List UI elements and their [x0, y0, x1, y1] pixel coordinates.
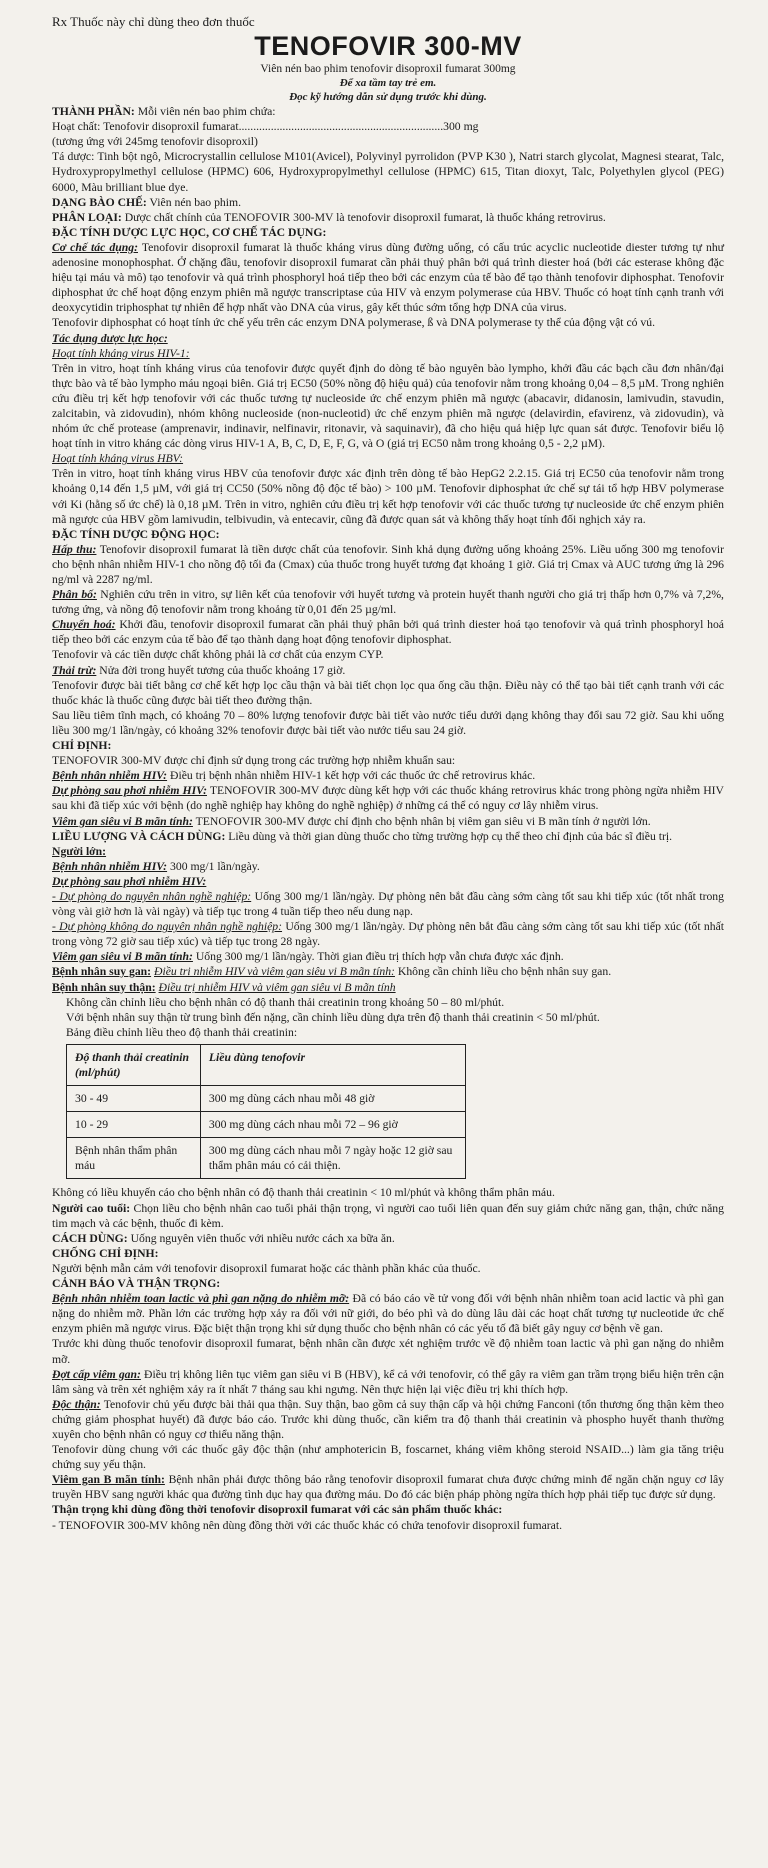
dose-after-table: Không có liều khuyến cáo cho bệnh nhân có độ thanh thải creatinin < 10 ml/phút và không thẩm phân máu. [52, 1186, 555, 1200]
warning-hbv-label: Viêm gan B mãn tính: [52, 1473, 165, 1487]
metabolism-text-2: Tenofovir và các tiền dược chất không phải là cơ chất của enzym CYP. [52, 648, 384, 662]
dose-elderly-label: Người cao tuổi: [52, 1201, 131, 1215]
metabolism-text: Khởi đầu, tenofovir disoproxil fumarat cần phải thuỷ phân bởi quá trình diester hoá tạo tenofovir và quá trình phosphoryl hoá tiếp theo bởi các enzym của tế bào để tạo thành dạng hoạt động tenofovir diphosphat. [52, 618, 724, 647]
warning-lactic-text: Đã có báo cáo về tử vong đối với bệnh nhân nhiễm toan acid lactic và phì gan nặng do nhiễm mỡ. Phần lớn các trường hợp xảy ra đối với nữ giới, do béo phì và do dùng lâu dài các hoạt chất tương tự nucleotide ức chế enzym phiên mã ngược virus. Đặc biệt thận trọng khi sử dụng thuốc cho bệnh nhân có các yếu tố đã biết gây nguy cơ bệnh về gan. [52, 1292, 724, 1336]
effect-label: Tác dụng dược lực học: [52, 331, 168, 345]
table-header-cell: Độ thanh thải creatinin (ml/phút) [67, 1044, 201, 1085]
composition-intro: Mỗi viên nén bao phim chứa: [137, 105, 276, 119]
active-amount: 300 mg [443, 120, 479, 134]
dosage-form-heading: DẠNG BÀO CHẾ: [52, 195, 147, 209]
contraindications-heading: CHỐNG CHỈ ĐỊNH: [52, 1246, 159, 1260]
dosage-heading: LIỀU LƯỢNG VÀ CÁCH DÙNG: [52, 829, 226, 843]
classification-heading: PHÂN LOẠI: [52, 210, 122, 224]
dose-hepatic [52, 964, 724, 979]
warning-renal-text: Tenofovir chủ yếu được bài thải qua thận. Suy thận, bao gồm cả suy thận cấp và hội chứng Fanconi (tổn thương ống thận kèm theo chứng giảm phosphat huyết) đã được báo cáo. Trước khi dùng thuốc, cần kiểm tra độ thanh thải creatinin và phospho huyết thanh thường xuyên cho bệnh nhân có nguy cơ thiểu năng thận. [52, 1397, 724, 1441]
distribution-paragraph [52, 587, 724, 617]
dosage-intro: Liều dùng và thời gian dùng thuốc cho từng trường hợp cụ thể theo chỉ định của bác sĩ điều trị. [228, 829, 673, 843]
indication-hiv-text: Điều trị bệnh nhân nhiễm HIV-1 kết hợp với các thuốc ức chế retrovirus khác. [170, 769, 536, 783]
absorption-paragraph [52, 542, 724, 587]
active-ingredient [52, 119, 724, 134]
elimination-text-3: Sau liều tiêm tĩnh mạch, có khoảng 70 – 80% lượng tenofovir được bài tiết vào nước tiểu dưới dạng không thay đổi sau 72 giờ. Sau khi uống liều 300 mg/1 lần/ngày, có khoảng 32% tenofovir được bài tiết vào nước tiểu sau 24 giờ. [52, 708, 724, 737]
warning-lactic-text-2: Trước khi dùng thuốc tenofovir disoproxil fumarat, bệnh nhân cần được xét nghiệm trước về độ nhiễm toan lactic và phì gan nặng do nhiễm mỡ. [52, 1337, 724, 1366]
dose-renal-note: Điều trị nhiễm HIV và viêm gan siêu vi B mãn tính [158, 980, 396, 994]
dose-elderly-text: Chọn liều cho bệnh nhân cao tuổi phải thận trọng, vì người cao tuổi liên quan đến suy giảm chức năng gan, thận, chức năng tim mạch và các bệnh, thuốc đi kèm. [52, 1201, 724, 1230]
renal-dose-table [66, 1044, 466, 1180]
dose-nonoccupational-label: - Dự phòng không do nguyên nhân nghề nghiệp: [52, 920, 283, 934]
table-cell: 300 mg dùng cách nhau mỗi 7 ngày hoặc 12 giờ sau thẩm phân máu có cải thiện. [200, 1138, 465, 1179]
warning-lactic-label: Bệnh nhân nhiễm toan lactic và phì gan nặng do nhiễm mỡ: [52, 1292, 350, 1306]
distribution-text: Nghiên cứu trên in vitro, sự liên kết của tenofovir với huyết tương và protein huyết thanh người cho giá trị thấp hơn 0,7% và 7,2%, tương ứng, và nồng độ tenofovir nằm trong khoảng từ 0,01 đến 25 µg/ml. [52, 588, 724, 617]
table-row [67, 1138, 466, 1179]
composition-heading: THÀNH PHẦN: [52, 105, 135, 119]
dose-hiv [52, 859, 724, 874]
dose-hbv [52, 949, 724, 964]
dose-renal-text-1: Không cần chỉnh liều cho bệnh nhân có độ thanh thải creatinin trong khoảng 50 – 80 ml/phút. [66, 995, 505, 1009]
warning-combo-heading: Thận trọng khi dùng đồng thời tenofovir disoproxil fumarat với các sản phẩm thuốc khác: [52, 1503, 503, 1517]
dosage-form-text: Viên nén bao phim. [149, 195, 242, 209]
mechanism-label: Cơ chế tác dụng: [52, 240, 138, 254]
active-equivalent: (tương ứng với 245mg tenofovir disoproxil) [52, 135, 258, 149]
absorption-text: Tenofovir disoproxil fumarat là tiền dược chất của tenofovir. Sinh khả dụng đường uống khoảng 25%. Liều uống 300 mg tenofovir cho bệnh nhân nhiễm HIV-1 cho nồng độ tối đa (Cmax) của thuốc trong huyết tương đạt khoảng 1 giờ. Giá trị Cmax và AUC tương ứng là 296 ng/ml và 2287 ng/ml. [52, 542, 724, 586]
mechanism-text-2: Tenofovir diphosphat có hoạt tính ức chế yếu trên các enzym DNA polymerase, ß và DNA polymerase ty thể của động vật có vú. [52, 316, 656, 330]
indication-hbv [52, 814, 724, 829]
table-cell: 30 - 49 [67, 1086, 201, 1112]
hiv-activity-label: Hoạt tính kháng virus HIV-1: [52, 346, 190, 360]
dose-renal [52, 980, 724, 995]
dose-hepatic-note: Điều trị nhiễm HIV và viêm gan siêu vi B mãn tính: [154, 965, 395, 979]
warning-renal-text-2: Tenofovir dùng chung với các thuốc gây độc thận (như amphotericin B, foscarnet, kháng viêm không steroid NSAID...) làm gia tăng triệu chứng suy yếu thận. [52, 1443, 724, 1472]
warnings-heading: CẢNH BÁO VÀ THẬN TRỌNG: [52, 1277, 221, 1291]
hbv-activity-text: Trên in vitro, hoạt tính kháng virus HBV của tenofovir được xác định trên dòng tế bào HepG2 2.2.15. Giá trị EC50 của tenofovir nằm trong khoảng 0,14 đến 1,5 µM, với giá trị CC50 (50% nồng độ độc tế bào) > 100 µM. Tenofovir diphosphat ức chế sự tái tổ hợp HBV polymerase với Ki (hằng số ức chế) là 0,18 µM. Trên in vitro, nghiên cứu điều trị kết hợp tenofovir với các thuốc tương tự nucleoside ức chế enzym phiên mã ngược của HBV gồm lamivudin, telbivudin, và entecavir, cũng đã được quan sát và không thấy hoạt tính đối nghịch xảy ra. [52, 467, 724, 526]
dose-hbv-label: Viêm gan siêu vi B mãn tính: [52, 950, 193, 964]
dose-hiv-text: 300 mg/1 lần/ngày. [170, 859, 260, 873]
dose-table-caption: Bảng điều chỉnh liều theo độ thanh thải creatinin: [66, 1025, 298, 1039]
dosage-form [52, 195, 724, 210]
administration [52, 1231, 724, 1246]
dose-nonoccupational [52, 919, 724, 949]
read-instructions-warning: Đọc kỹ hướng dẫn sử dụng trước khi dùng. [289, 91, 487, 104]
indications-heading: CHỈ ĐỊNH: [52, 739, 112, 753]
table-cell: 300 mg dùng cách nhau mỗi 48 giờ [200, 1086, 465, 1112]
administration-text: Uống nguyên viên thuốc với nhiều nước cách xa bữa ăn. [130, 1231, 395, 1245]
dose-renal-label: Bệnh nhân suy thận: [52, 980, 156, 994]
elimination-paragraph [52, 663, 724, 678]
elimination-label: Thải trừ: [52, 663, 97, 677]
administration-heading: CÁCH DÙNG: [52, 1231, 128, 1245]
metabolism-paragraph [52, 617, 724, 647]
distribution-label: Phân bố: [52, 588, 97, 602]
prescription-note: Rx Thuốc này chỉ dùng theo đơn thuốc [52, 14, 255, 29]
metabolism-label: Chuyển hoá: [52, 618, 116, 632]
dose-hepatic-text: Không cần chỉnh liều cho bệnh nhân suy gan. [397, 965, 612, 979]
table-header-row [67, 1044, 466, 1085]
table-header-cell: Liều dùng tenofovir [200, 1044, 465, 1085]
dose-hbv-text: Uống 300 mg/1 lần/ngày. Thời gian điều trị thích hợp vẫn chưa được xác định. [195, 950, 564, 964]
mechanism-paragraph [52, 240, 724, 315]
table-row [67, 1086, 466, 1112]
excipients: Tá dược: Tinh bột ngô, Microcrystallin cellulose M101(Avicel), Polyvinyl pyrrolidon (PVP K30 ), Natri starch glycolat, Magnesi stearat, Talc, Hydroxypropylmethyl cellulose (HPMC) 606, Hydroxypropylmethyl cellulose (HPMC) 615, Titan dioxyt, Talc, Polyethylen glycol (PEG) 6000, Màu brilliant blue dye. [52, 150, 724, 194]
absorption-label: Hấp thu: [52, 542, 97, 556]
table-cell: 10 - 29 [67, 1112, 201, 1138]
active-dots: ...................................................................... [238, 120, 444, 134]
product-subtitle: Viên nén bao phim tenofovir disoproxil fumarat 300mg [260, 63, 516, 76]
indication-hiv [52, 768, 724, 783]
classification [52, 210, 724, 225]
warning-hbv-text: Bệnh nhân phải được thông báo rằng tenofovir disoproxil fumarat chưa được chứng minh để ngăn chặn nguy cơ lây truyền HBV sang người khác qua đường tình dục hay qua đường máu. Do đó các biện pháp phòng ngừa thích hợp phải tiếp tục được sử dụng. [52, 1473, 724, 1502]
indication-pep [52, 783, 724, 813]
hiv-activity-text: Trên in vitro, hoạt tính kháng virus của tenofovir được quyết định do dòng tế bào nguyên bào lympho, khởi đầu các bạch cầu đơn nhân/đại thực bào và tế bào lympho máu ngoại biên. Giá trị EC50 (50% nồng độ hiệu quả) của tenofovir nằm trong khoảng 0,04 – 8,5 µM. Trong nghiên cứu điều trị kết hợp tenofovir với các thuốc tương tự nucleoside ức chế enzym phiên mã ngược (abacavir, didanosin, lamivudin, stavudin, zalcitabin, và zidovudin), nhóm không nucleoside (non-nucleotid) ức chế enzym phiên mã ngược (delavirdin, efavirenz, và zidovudin), và nhóm ức chế protease (amprenavir, indinavir, nelfinavir, ritonavir, và saquinavir), đã cho hiệu quả hiệp lực quan sát được. Tenofovir biểu lộ hoạt tính in vitro kháng các dòng virus HIV-1 A, B, C, D, E, F, G, và O (giá trị EC50 nằm trong khoảng 0,5 - 2,2 µM). [52, 361, 724, 451]
table-cell: Bệnh nhân thẩm phân máu [67, 1138, 201, 1179]
mechanism-text: Tenofovir disoproxil fumarat là thuốc kháng virus dùng đường uống, có cấu trúc acyclic nucleotide diester tương tự như adenosine monophosphat. Ở chặng đầu, tenofovir disoproxil fumarat cần phải thuỷ phân bởi quá trình diester hoá (bởi các esterase không đặc hiệu tại máu và mô) tạo tenofovir và quá trình phosphoryl hoá tiếp theo bởi các enzym của tế bào để tạo thành tenofovir diphosphat. Tenofovir diphosphat ức chế hoạt động enzym phiên mã ngược transcriptase của HIV và enzym polymerase của HBV. Thuốc có hoạt tính cạnh tranh với deoxycytidin triphosphat tự nhiên để hợp nhất vào DNA của virus, gây kết thúc sớm tổng hợp DNA của virus. [52, 240, 724, 315]
pharmacodynamics-heading: ĐẶC TÍNH DƯỢC LỰC HỌC, CƠ CHẾ TÁC DỤNG: [52, 225, 327, 239]
indication-hbv-text: TENOFOVIR 300-MV được chỉ định cho bệnh nhân bị viêm gan siêu vi B mãn tính ở người lớn. [195, 814, 651, 828]
warning-combo-text: - TENOFOVIR 300-MV không nên dùng đồng thời với các thuốc khác có chứa tenofovir disoproxil fumarat. [52, 1518, 563, 1532]
indication-hbv-label: Viêm gan siêu vi B mãn tính: [52, 814, 193, 828]
classification-text: Dược chất chính của TENOFOVIR 300-MV là tenofovir disoproxil fumarat, là thuốc kháng retrovirus. [124, 210, 606, 224]
indications-intro: TENOFOVIR 300-MV được chỉ định sử dụng trong các trường hợp nhiễm khuẩn sau: [52, 754, 456, 768]
adults-label: Người lớn: [52, 844, 107, 858]
contraindications-text: Người bệnh mẫn cảm với tenofovir disoproxil fumarat hoặc các thành phần khác của thuốc. [52, 1261, 481, 1275]
indication-pep-text: TENOFOVIR 300-MV được dùng kết hợp với các thuốc kháng retrovirus khác trong phòng ngừa nhiễm HIV sau khi đã tiếp xúc với bệnh (do nghề nghiệp hay không do nghề nghiệp) ở những cá thể có nguy cơ lây nhiễm virus. [52, 784, 724, 813]
composition-section [52, 104, 724, 119]
dosage-section [52, 829, 724, 844]
dose-elderly [52, 1201, 724, 1231]
warning-flare-text: Điều trị không liên tục viêm gan siêu vi B (HBV), kể cả với tenofovir, có thể gây ra viêm gan trầm trọng biểu hiện trên cận lâm sàng và trên xét nghiệm xảy ra ít nhất 7 tháng sau khi ngưng. Nên thực hiện lại việc điều trị khi thích hợp. [52, 1367, 724, 1396]
active-label: Hoạt chất: Tenofovir disoproxil fumarat [52, 120, 239, 134]
product-title: TENOFOVIR 300-MV [254, 31, 522, 62]
warning-renal [52, 1397, 724, 1442]
dose-occupational-text: Uống 300 mg/1 lần/ngày. Dự phòng nên bắt đầu càng sớm càng tốt sau khi tiếp xúc (tốt nhất trong vòng vài giờ hơn là vài ngày) và tiếp tục trong 4 tuần tiếp theo nếu dung nạp. [52, 889, 724, 919]
keep-away-warning: Để xa tầm tay trẻ em. [339, 77, 437, 90]
dose-renal-text-2: Với bệnh nhân suy thận từ trung bình đến nặng, cần chỉnh liều dùng dựa trên độ thanh thải creatinin < 50 ml/phút. [66, 1010, 600, 1024]
elimination-text-2: Tenofovir được bài tiết bằng cơ chế kết hợp lọc cầu thận và bài tiết chọn lọc qua ống cầu thận. Điều này có thể tạo bài tiết cạnh tranh với các thuốc khác là thuốc cũng được bài tiết theo đường thận. [52, 678, 724, 707]
table-cell: 300 mg dùng cách nhau mỗi 72 – 96 giờ [200, 1112, 465, 1138]
dose-hepatic-label: Bệnh nhân suy gan: [52, 965, 152, 979]
hbv-activity-label: Hoạt tính kháng virus HBV: [52, 452, 184, 466]
table-row [67, 1112, 466, 1138]
warning-flare-label: Đợt cấp viêm gan: [52, 1367, 141, 1381]
indication-pep-label: Dự phòng sau phơi nhiễm HIV: [52, 784, 207, 798]
dose-nonoccupational-text: Uống 300 mg/1 lần/ngày. Dự phòng nên bắt đầu càng sớm càng tốt sau khi tiếp xúc (tốt nhất trong vòng 72 giờ sau tiếp xúc) và tiếp tục trong 28 ngày. [52, 920, 725, 949]
warning-lactic [52, 1291, 724, 1336]
warning-flare [52, 1367, 724, 1397]
indication-hiv-label: Bệnh nhân nhiễm HIV: [52, 769, 168, 783]
dose-occupational [52, 889, 724, 919]
dose-pep-label: Dự phòng sau phơi nhiễm HIV: [52, 874, 207, 888]
pharmacokinetics-heading: ĐẶC TÍNH DƯỢC ĐỘNG HỌC: [52, 527, 220, 541]
dose-occupational-label: - Dự phòng do nguyên nhân nghề nghiệp: [52, 889, 252, 903]
dose-hiv-label: Bệnh nhân nhiễm HIV: [52, 859, 168, 873]
warning-hbv [52, 1472, 724, 1502]
warning-renal-label: Độc thận: [52, 1397, 101, 1411]
elimination-text: Nửa đời trong huyết tương của thuốc khoảng 17 giờ. [99, 663, 346, 677]
